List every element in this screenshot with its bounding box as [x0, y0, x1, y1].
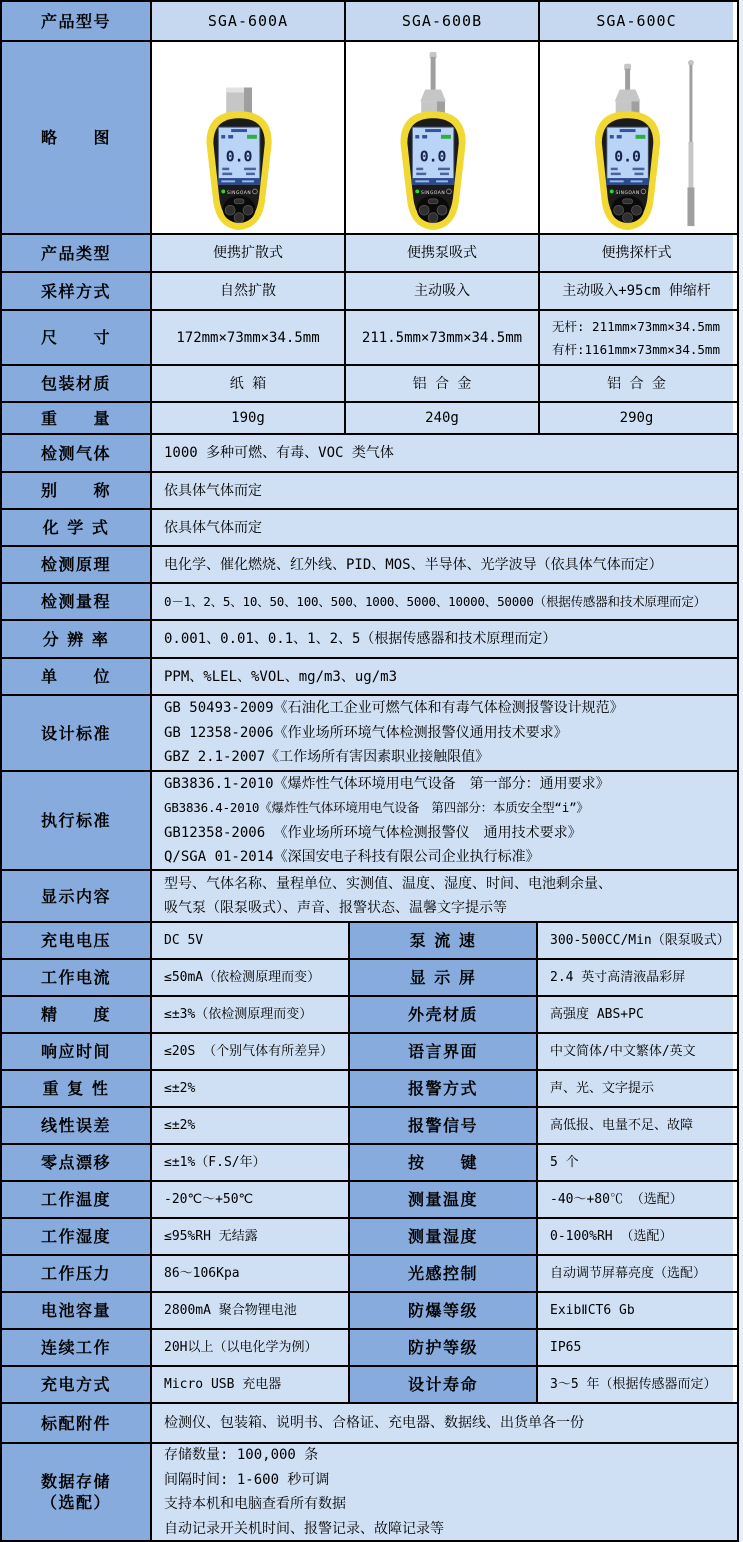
value-cell — [152, 435, 737, 471]
text-line: -40～+80℃ （选配） — [550, 1191, 683, 1207]
value-cell — [346, 235, 540, 271]
device-photo-c — [540, 42, 733, 233]
row-spec — [2, 1219, 737, 1256]
row-label — [2, 1404, 152, 1442]
row-spec — [2, 1034, 737, 1071]
text-line: GB3836.1-2010《爆炸性气体环境用电气设备 第一部分：通用要求》 — [164, 775, 610, 792]
text-line: 主动吸入+95cm 伸缩杆 — [562, 283, 711, 299]
left-button — [614, 205, 624, 215]
left-button — [225, 205, 235, 215]
row-label — [2, 997, 152, 1032]
probe-rod — [625, 69, 630, 90]
screen-reading: 0.0 — [225, 148, 253, 166]
row-spec — [2, 1367, 737, 1404]
device-photo-cell — [346, 42, 540, 233]
value-cell — [538, 1071, 733, 1106]
text-line: 20H以上（以电化学为例） — [164, 1339, 318, 1355]
text-line: GBZ 2.1-2007《工作场所有害因素职业接触限值》 — [164, 749, 490, 766]
row-label — [2, 696, 152, 770]
menu-button — [623, 199, 633, 204]
text-line: 外壳材质 — [407, 1005, 478, 1024]
screen-reading: 0.0 — [614, 148, 641, 166]
value-cell — [152, 235, 346, 271]
text-line: 工作压力 — [40, 1264, 111, 1283]
value-cell — [346, 273, 540, 309]
text-line: 便携探杆式 — [601, 245, 672, 261]
text-line: 1000 多种可燃、有毒、VOC 类气体 — [164, 445, 394, 461]
text-line: 检测原理 — [40, 555, 111, 574]
text-line: 铝 合 金 — [607, 375, 666, 392]
row-spec — [2, 1145, 737, 1182]
row-spec — [2, 1293, 737, 1330]
text-line: 工作电流 — [40, 968, 111, 987]
text-line: 尺 寸 — [40, 328, 111, 347]
text-line: -20℃～+50℃ — [164, 1191, 254, 1207]
text-line: 测量温度 — [407, 1190, 478, 1209]
row-label — [2, 435, 152, 471]
text-line: DC 5V — [164, 932, 204, 948]
dpad-buttons — [611, 196, 644, 223]
row-label — [2, 547, 152, 582]
row-label — [2, 1108, 152, 1143]
row-full — [2, 696, 737, 772]
row-label — [2, 510, 152, 545]
text-line: 240g — [425, 410, 459, 426]
text-line: 零点漂移 — [40, 1153, 111, 1172]
value-cell — [152, 696, 737, 770]
value-cell — [152, 1444, 737, 1540]
text-line: 连续工作 — [40, 1338, 111, 1357]
text-line: 存储数量: 100,000 条 — [164, 1447, 319, 1463]
text-line: 2800mA 聚合物锂电池 — [164, 1302, 297, 1318]
text-line: 分 辨 率 — [42, 629, 110, 649]
text-line: 按 键 — [407, 1153, 478, 1172]
row-full — [2, 547, 737, 584]
text-line: 86～106Kpa — [164, 1265, 240, 1281]
value-cell — [540, 403, 733, 433]
led-indicator — [221, 189, 225, 193]
value-cell — [152, 1108, 350, 1143]
battery-icon — [247, 135, 257, 139]
row-label — [350, 1367, 538, 1402]
value-cell — [538, 1293, 733, 1328]
text-line: 电池容量 — [40, 1301, 111, 1320]
text-line: 自动记录开关机时间、报警记录、故障记录等 — [164, 1520, 444, 1537]
text-line: 测量湿度 — [407, 1227, 478, 1246]
text-line: SGA-600B — [401, 11, 483, 30]
row-label — [350, 997, 538, 1032]
device-photo-cell — [540, 42, 733, 233]
value-cell — [152, 473, 737, 508]
text-line: ≤±2% — [164, 1117, 196, 1133]
row-label — [2, 923, 152, 958]
text-line: ≤±1%（F.S/年） — [164, 1154, 266, 1170]
text-line: 执行标准 — [40, 811, 111, 830]
text-line: GB12358-2006 《作业场所环境气体检测报警仪 通用技术要求》 — [164, 824, 582, 841]
value-cell — [152, 1182, 350, 1217]
right-button — [437, 205, 447, 215]
value-cell — [152, 659, 737, 694]
value-cell — [346, 366, 540, 401]
right-edge-band — [739, 0, 743, 1542]
row-label — [350, 1293, 538, 1328]
text-line: 依具体气体而定 — [164, 519, 262, 536]
enter-button — [234, 213, 244, 223]
text-line: 略 图 — [40, 128, 111, 147]
value-cell — [538, 1219, 733, 1254]
text-line: SGA-600A — [207, 11, 289, 30]
row-label — [350, 1145, 538, 1180]
text-line: 211.5mm×73mm×34.5mm — [361, 329, 523, 346]
model-name-cell — [540, 2, 733, 40]
text-line: ExibⅡCT6 Gb — [550, 1302, 635, 1318]
value-cell — [538, 1256, 733, 1291]
speaker-icon — [610, 135, 614, 138]
value-cell — [152, 772, 737, 869]
text-line: 纸 箱 — [229, 375, 267, 392]
text-line: 采样方式 — [40, 281, 111, 301]
text-line: 检测量程 — [40, 592, 111, 611]
brand-label: SINGOAN — [227, 190, 252, 196]
probe-rod — [431, 57, 436, 90]
text-line: 泵 流 速 — [409, 931, 477, 950]
right-button — [632, 205, 642, 215]
row-label — [350, 1256, 538, 1291]
row-label — [2, 1182, 152, 1217]
value-cell — [152, 1293, 350, 1328]
value-cell — [540, 235, 733, 271]
row-spec — [2, 1182, 737, 1219]
row-label — [2, 772, 152, 869]
text-line: 300-500CC/Min（限泵吸式） — [550, 932, 730, 948]
dpad-buttons — [223, 196, 256, 223]
text-line: 高强度 ABS+PC — [550, 1006, 644, 1022]
value-cell — [538, 1145, 733, 1180]
enter-button — [623, 213, 633, 223]
text-line: Q/SGA 01-2014《深国安电子科技有限公司企业执行标准》 — [164, 849, 540, 865]
screen-reading: 0.0 — [419, 148, 447, 166]
text-line: 线性误差 — [40, 1116, 111, 1135]
text-line: 报警信号 — [407, 1116, 478, 1135]
row-label — [350, 923, 538, 958]
text-line: 190g — [231, 410, 265, 426]
row-label — [2, 659, 152, 694]
device-photo-b — [346, 42, 538, 233]
text-line: IP65 — [550, 1339, 582, 1355]
text-line: 0.001、0.01、0.1、1、2、5（根据传感器和技术原理而定） — [164, 631, 557, 647]
speaker-icon — [415, 135, 419, 138]
brand-label: SINGOAN — [615, 190, 640, 196]
value-cell — [538, 1367, 733, 1402]
brand-label: SINGOAN — [421, 190, 446, 196]
row-label — [2, 311, 152, 364]
row-label — [2, 1444, 152, 1540]
text-line: 中文简体/中文繁体/英文 — [550, 1043, 696, 1059]
text-line: 产品型号 — [40, 11, 111, 31]
text-line: Micro USB 充电器 — [164, 1376, 282, 1392]
row-compare — [2, 235, 737, 273]
row-label — [2, 2, 152, 40]
row-full — [2, 659, 737, 696]
fan-icon — [617, 135, 622, 138]
row-label — [2, 273, 152, 309]
row-label — [350, 960, 538, 995]
fan-icon — [422, 135, 427, 138]
row-compare — [2, 311, 737, 366]
value-cell — [152, 547, 737, 582]
row-full — [2, 871, 737, 923]
right-button — [243, 205, 253, 215]
row-label — [2, 960, 152, 995]
value-cell — [152, 1404, 737, 1442]
value-cell — [152, 403, 346, 433]
row-full — [2, 584, 737, 621]
speaker-icon — [221, 135, 225, 138]
row-label — [2, 366, 152, 401]
text-line: 自动调节屏幕亮度（选配） — [550, 1265, 707, 1281]
battery-icon — [636, 135, 646, 139]
text-line: 检测气体 — [40, 443, 111, 463]
row-spec — [2, 923, 737, 960]
text-line: 语言界面 — [407, 1042, 478, 1061]
text-line: SGA-600C — [596, 11, 677, 30]
value-cell — [538, 997, 733, 1032]
value-cell — [538, 1330, 733, 1365]
row-label — [350, 1034, 538, 1069]
text-line: ≤±3%（依检测原理而变） — [164, 1006, 313, 1022]
led-indicator — [610, 189, 614, 193]
row-label — [2, 1034, 152, 1069]
text-line: 工作湿度 — [40, 1227, 111, 1246]
value-cell — [538, 923, 733, 958]
menu-button — [234, 199, 244, 204]
text-line: 重 复 性 — [42, 1079, 110, 1098]
led-indicator — [415, 189, 419, 193]
row-label — [2, 403, 152, 433]
row-label — [2, 235, 152, 271]
row-label — [2, 621, 152, 657]
row-label — [350, 1108, 538, 1143]
value-cell — [152, 1034, 350, 1069]
text-line: 3～5 年（根据传感器而定） — [550, 1376, 717, 1392]
text-line: 172mm×73mm×34.5mm — [176, 329, 320, 346]
text-line: 精 度 — [40, 1005, 111, 1024]
row-compare — [2, 403, 737, 435]
text-line: 电化学、催化燃烧、红外线、PID、MOS、半导体、光学波导（依具体气体而定） — [164, 556, 663, 573]
text-line: 主动吸入 — [414, 283, 470, 299]
row-compare — [2, 273, 737, 311]
text-line: 设计标准 — [40, 723, 111, 743]
value-cell — [152, 273, 346, 309]
row-spec — [2, 960, 737, 997]
text-line: 声、光、文字提示 — [550, 1080, 655, 1096]
text-line: GB3836.4-2010《爆炸性气体环境用电气设备 第四部分：本质安全型“i”》 — [164, 800, 589, 815]
row-label — [2, 1071, 152, 1106]
device-photo-a — [152, 42, 344, 233]
dpad-buttons — [417, 196, 450, 223]
row-full — [2, 621, 737, 659]
text-line: 型号、气体名称、量程单位、实测值、温度、湿度、时间、电池剩余量、 — [164, 875, 612, 892]
model-name-cell — [346, 2, 540, 40]
row-label — [2, 1256, 152, 1291]
text-line: 防护等级 — [407, 1338, 478, 1357]
row-label — [2, 1367, 152, 1402]
model-name-cell — [152, 2, 346, 40]
enter-button — [428, 213, 438, 223]
value-cell — [540, 366, 733, 401]
row-label — [2, 473, 152, 508]
row-label — [2, 584, 152, 619]
row-label — [2, 1330, 152, 1365]
text-line: 标配附件 — [40, 1413, 111, 1433]
value-cell — [152, 621, 737, 657]
text-line: PPM、%LEL、%VOL、mg/m3、ug/m3 — [164, 668, 398, 685]
value-cell — [538, 1182, 733, 1217]
text-line: 工作温度 — [40, 1190, 111, 1209]
text-line: 自然扩散 — [220, 283, 276, 299]
row-label — [2, 1293, 152, 1328]
row-label — [2, 1219, 152, 1254]
text-line: 便携泵吸式 — [407, 245, 477, 261]
row-label — [2, 871, 152, 921]
text-line: 5 个 — [550, 1154, 579, 1170]
row-sketch — [2, 42, 737, 235]
text-line: 检测仪、包装箱、说明书、合格证、充电器、数据线、出货单各一份 — [164, 1415, 584, 1431]
text-line: 光感控制 — [407, 1264, 478, 1283]
value-cell — [152, 510, 737, 545]
row-label — [350, 1219, 538, 1254]
row-label — [350, 1330, 538, 1365]
value-cell — [152, 1330, 350, 1365]
value-cell — [152, 923, 350, 958]
text-line: ≤50mA（依检测原理而变） — [164, 969, 321, 985]
text-line: 290g — [619, 410, 654, 426]
value-cell — [538, 1034, 733, 1069]
text-line: 依具体气体而定 — [164, 482, 262, 499]
value-cell — [346, 311, 540, 364]
fan-icon — [228, 135, 233, 138]
row-footer — [2, 1404, 737, 1444]
telescopic-rod — [687, 60, 694, 226]
battery-icon — [441, 135, 451, 139]
value-cell — [346, 403, 540, 433]
text-line: 单 位 — [40, 667, 111, 686]
row-product-model — [2, 2, 737, 42]
text-line: GB 50493-2009《石油化工企业可燃气体和有毒气体检测报警设计规范》 — [164, 700, 624, 717]
text-line: ≤±2% — [164, 1080, 196, 1096]
text-line: ≤20S （个别气体有所差异） — [164, 1043, 334, 1059]
text-line: 支持本机和电脑查看所有数据 — [164, 1496, 346, 1512]
text-line: 显示内容 — [40, 886, 111, 906]
value-cell — [152, 1256, 350, 1291]
row-full — [2, 473, 737, 510]
value-cell — [152, 366, 346, 401]
text-line: 铝 合 金 — [412, 375, 472, 392]
value-cell — [540, 311, 733, 364]
value-cell — [538, 960, 733, 995]
row-spec — [2, 997, 737, 1034]
row-label — [2, 42, 152, 233]
text-line: 吸气泵（限泵吸式）、声音、报警状态、温馨文字提示等 — [164, 900, 507, 916]
row-compare — [2, 366, 737, 403]
text-line: 数据存储 — [40, 1472, 111, 1491]
value-cell — [152, 1145, 350, 1180]
value-cell — [152, 871, 737, 921]
left-button — [419, 205, 429, 215]
value-cell — [152, 1219, 350, 1254]
text-line: 包装材质 — [40, 374, 111, 393]
text-line: 有杆:1161mm×73mm×34.5mm — [552, 341, 720, 357]
text-line: 充电电压 — [40, 931, 111, 950]
text-line: 0－1、2、5、10、50、100、500、1000、5000、10000、50000（根据传感器和技术原理而定） — [164, 593, 706, 609]
value-cell — [152, 960, 350, 995]
device-photo-cell — [152, 42, 346, 233]
value-cell — [152, 1367, 350, 1402]
text-line: 别 称 — [40, 481, 111, 500]
text-line: GB 12358-2006《作业场所环境气体检测报警仪通用技术要求》 — [164, 724, 568, 741]
row-full — [2, 510, 737, 547]
row-spec — [2, 1330, 737, 1367]
row-label — [2, 1145, 152, 1180]
value-cell — [152, 311, 346, 364]
row-spec — [2, 1256, 737, 1293]
text-line: 产品类型 — [40, 243, 111, 263]
text-line: 无杆: 211mm×73mm×34.5mm — [552, 318, 720, 334]
row-label — [350, 1182, 538, 1217]
text-line: 便携扩散式 — [213, 245, 283, 261]
text-line: 报警方式 — [407, 1079, 478, 1098]
text-line: 2.4 英寸高清液晶彩屏 — [550, 969, 686, 985]
menu-button — [428, 199, 438, 204]
text-line: 0-100%RH （选配） — [550, 1228, 673, 1244]
row-full — [2, 435, 737, 473]
row-spec — [2, 1071, 737, 1108]
text-line: 间隔时间: 1-600 秒可调 — [164, 1471, 330, 1488]
text-line: 化 学 式 — [42, 518, 110, 537]
text-line: 响应时间 — [40, 1042, 111, 1061]
text-line: 高低报、电量不足、故障 — [550, 1117, 694, 1133]
row-label — [350, 1071, 538, 1106]
text-line: ≤95%RH 无结露 — [164, 1228, 258, 1244]
text-line: 重 量 — [40, 408, 111, 428]
row-spec — [2, 1108, 737, 1145]
row-full — [2, 772, 737, 871]
text-line: 显 示 屏 — [409, 968, 477, 987]
value-cell — [152, 584, 737, 619]
value-cell — [152, 997, 350, 1032]
row-footer — [2, 1444, 737, 1540]
text-line: 设计寿命 — [407, 1375, 478, 1394]
value-cell — [540, 273, 733, 309]
text-line: （选配） — [40, 1493, 111, 1512]
value-cell — [538, 1108, 733, 1143]
text-line: 充电方式 — [40, 1375, 111, 1394]
value-cell — [152, 1071, 350, 1106]
text-line: 防爆等级 — [407, 1301, 478, 1320]
